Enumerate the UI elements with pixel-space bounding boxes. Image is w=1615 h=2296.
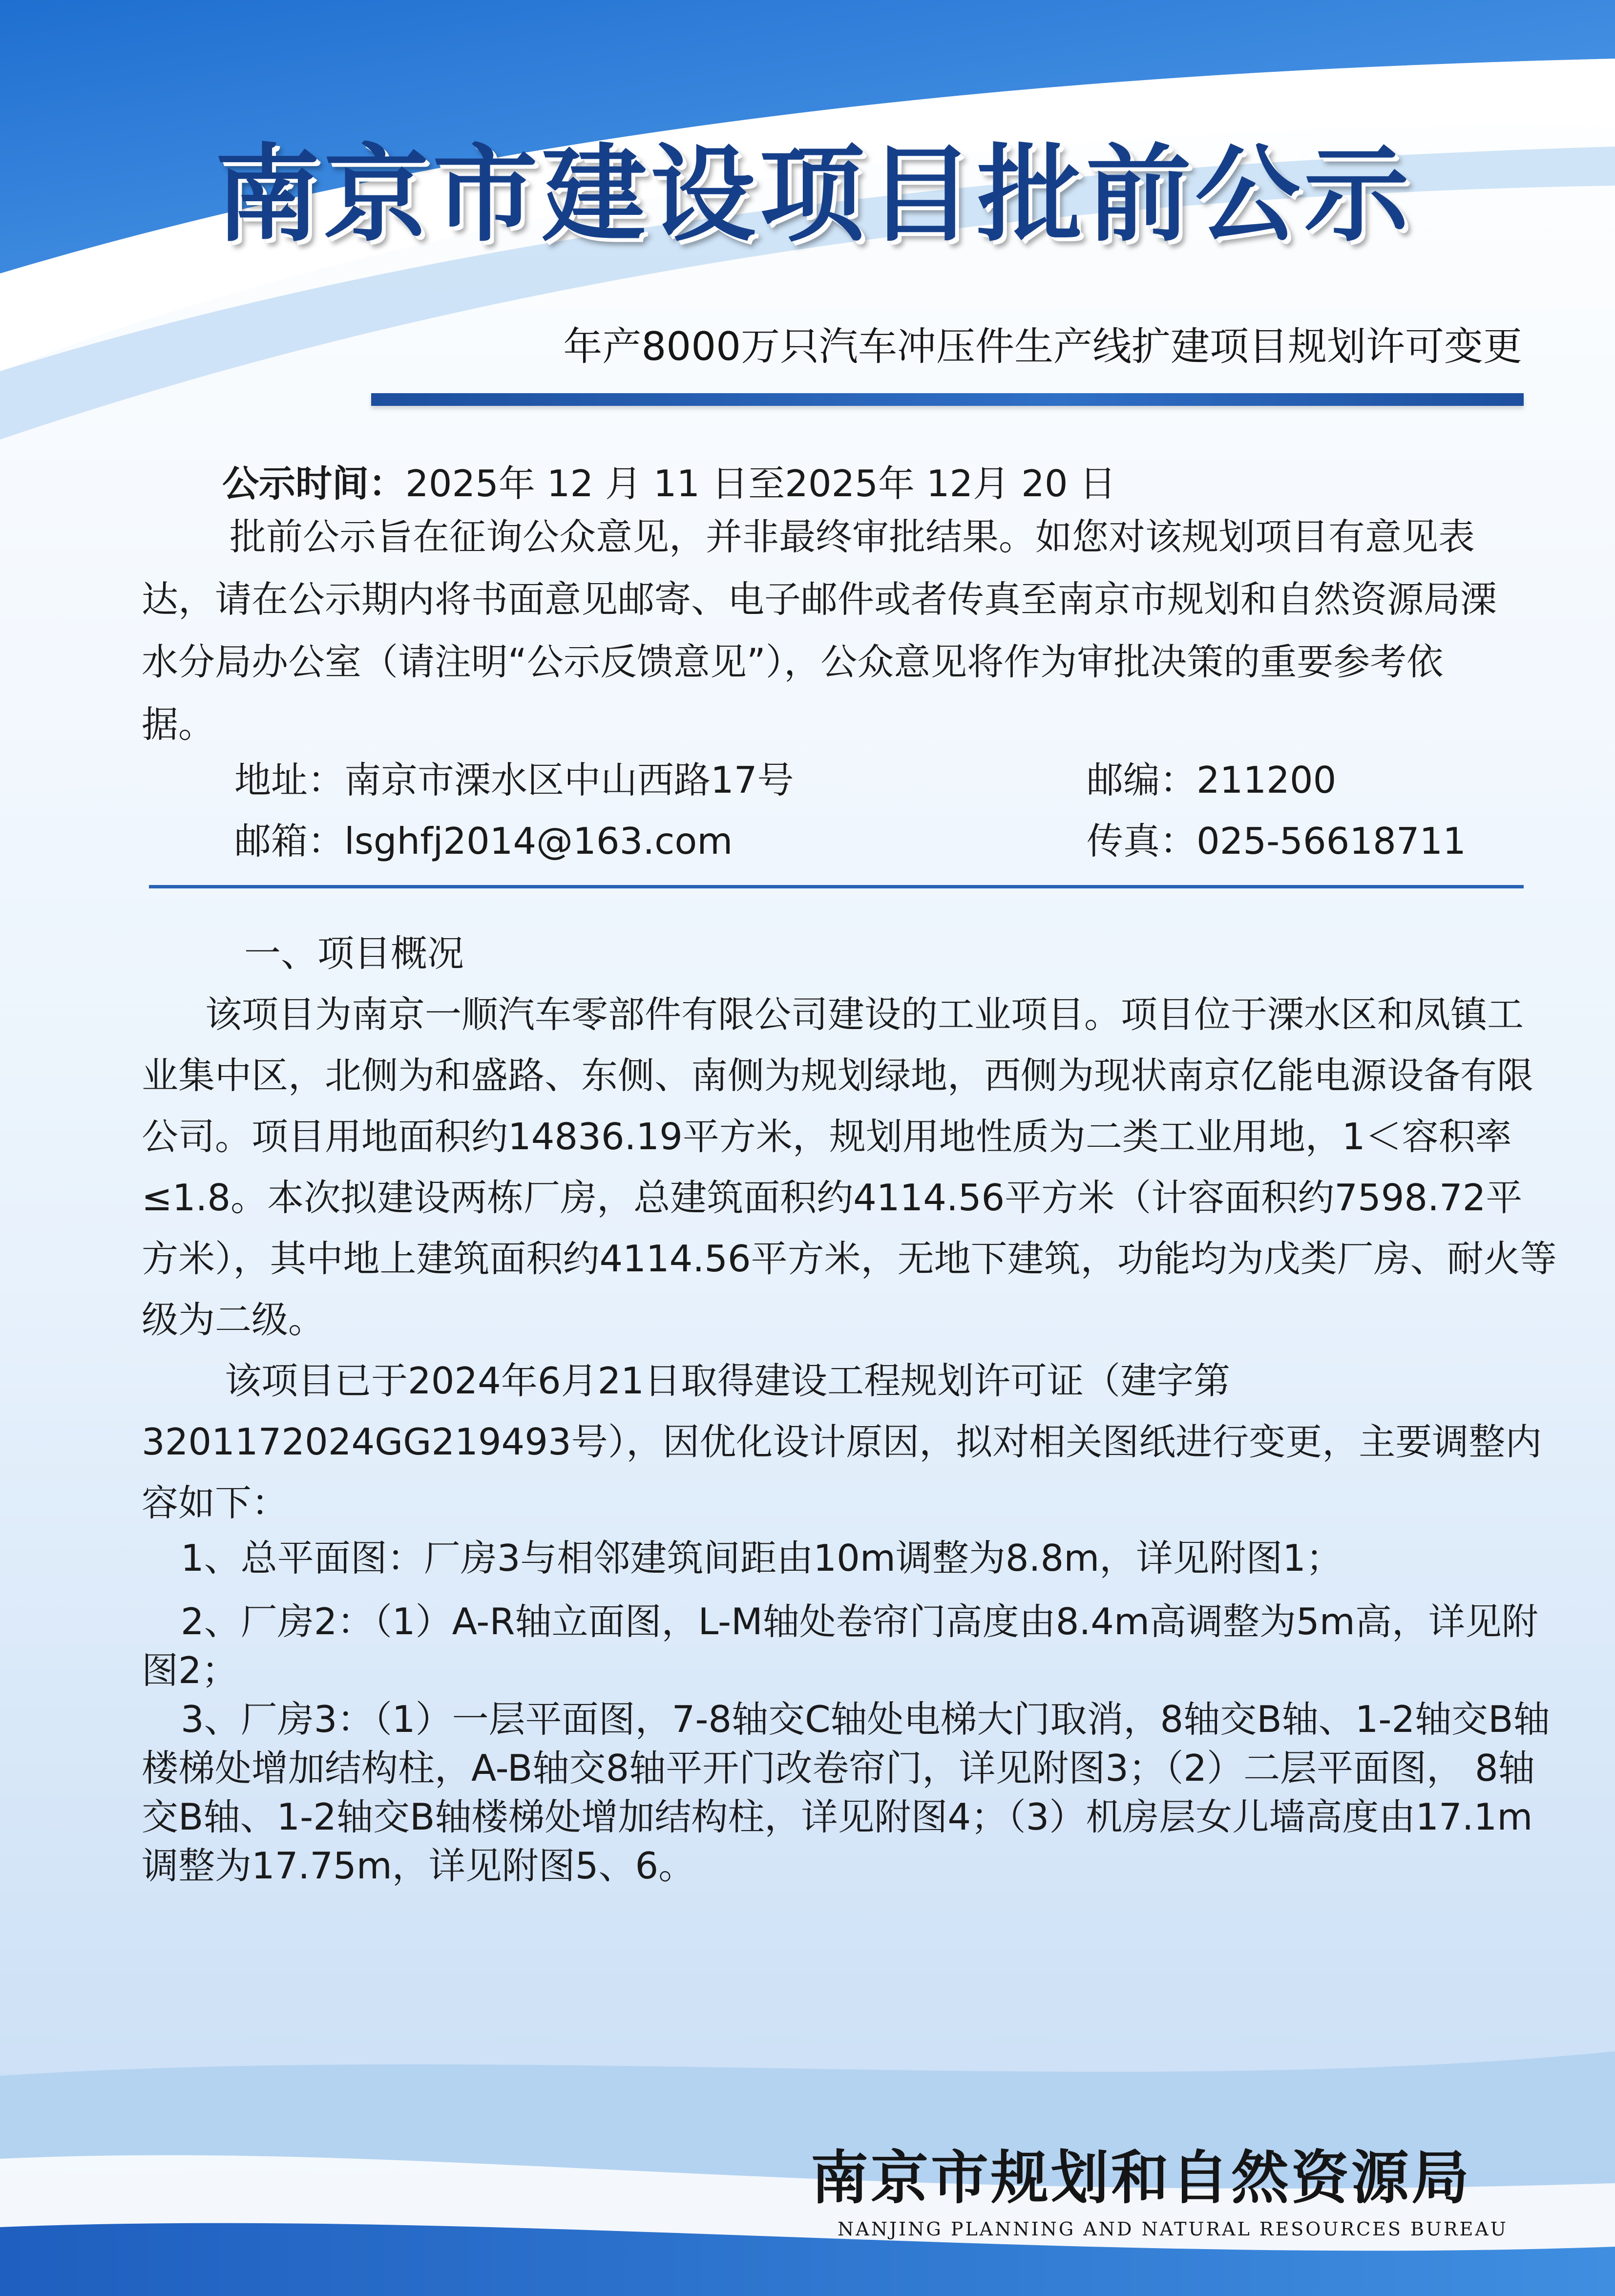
fax-label: 传真： [1087, 820, 1197, 863]
change-item-1: 1、总平面图：厂房3与相邻建筑间距由10m调整为8.8m，详见附图1； [181, 1537, 1342, 1580]
email-value[interactable]: lsghfj2014@163.com [344, 820, 733, 863]
subtitle-underline [371, 393, 1524, 406]
overview-heading: 一、项目概况 [244, 932, 464, 975]
notice-intro: 批前公示旨在征询公众意见，并非最终审批结果。如您对该规划项目有意见表达，请在公示期内将书面意见邮寄、电子邮件或者传真至南京市规划和自然资源局溧水分局办公室（请注明“公示反馈意见”），公众意见将作为审批决策的重要参考依据。 [142, 515, 1497, 746]
notice-time-label: 公示时间： [222, 462, 406, 505]
overview-paragraph-1: 该项目为南京一顺汽车零部件有限公司建设的工业项目。项目位于溧水区和凤镇工业集中区，北侧为和盛路、东侧、南侧为规划绿地，西侧为现状南京亿能电源设备有限公司。项目用地面积约14836.19平方米，规划用地性质为二类工业用地，1＜容积率≤1.8。本次拟建设两栋厂房，总建筑面积约4114.56平方米（计容面积约7598.72平方米），其中地上建筑面积约4114.56平方米，无地下建筑，功能均为戊类厂房、耐火等级为二级。 [142, 993, 1557, 1341]
address-label: 地址： [234, 758, 345, 801]
fax-row [1087, 811, 1466, 872]
notice-time-value: 2025年 12 月 11 日至2025年 12月 20 日 [405, 462, 1116, 505]
fax-value: 025-56618711 [1196, 820, 1466, 863]
postcode-row [1087, 750, 1336, 811]
change-item-2: 2、厂房2：（1）A-R轴立面图，L-M轴处卷帘门高度由8.4m高调整为5m高，详见附图2； [142, 1600, 1538, 1692]
overview-paragraph-2: 该项目已于2024年6月21日取得建设工程规划许可证（建字第3201172024GG219493号），因优化设计原因，拟对相关图纸进行变更，主要调整内容如下： [142, 1359, 1542, 1524]
address-row [234, 750, 794, 811]
issuing-org-name: 南京市规划和自然资源局 [811, 2144, 1472, 2212]
postcode-label: 邮编： [1087, 758, 1197, 801]
address-value: 南京市溧水区中山西路17号 [344, 758, 794, 801]
change-item-3: 3、厂房3：（1）一层平面图，7-8轴交C轴处电梯大门取消，8轴交B轴、1-2轴交B轴楼梯处增加结构柱，A-B轴交8轴平开门改卷帘门，详见附图3；（2）二层平面图， 8轴交B轴、1-2轴交B轴楼梯处增加结构柱，详见附图4；（3）机房层女儿墙高度由17.1m调整为17.75m，详见附图5、6。 [142, 1698, 1550, 1887]
issuing-org-name-en: NANJING PLANNING AND NATURAL RESOURCES BUREAU [838, 2218, 1508, 2240]
email-row [234, 811, 733, 872]
project-subtitle: 年产8000万只汽车冲压件生产线扩建项目规划许可变更 [563, 324, 1522, 369]
email-label: 邮箱： [234, 820, 345, 863]
postcode-value: 211200 [1196, 758, 1337, 801]
section-divider [149, 885, 1524, 888]
page-title: 南京市建设项目批前公示 [215, 132, 1413, 256]
